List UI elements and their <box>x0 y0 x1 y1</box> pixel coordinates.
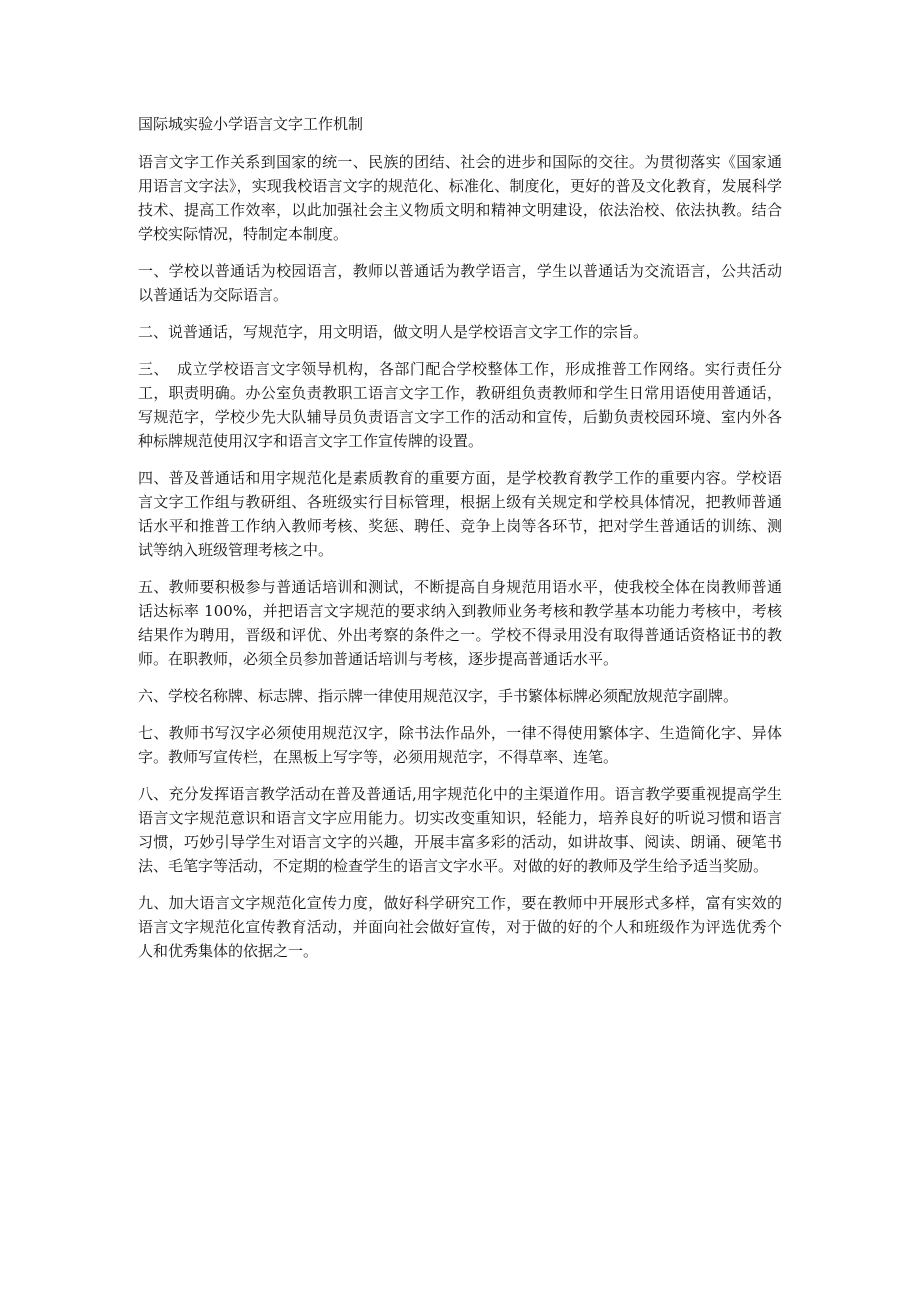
clause-4-paragraph: 四、普及普通话和用字规范化是素质教育的重要方面，是学校教育教学工作的重要内容。学校语言文字工作组与教研组、各班级实行目标管理，根据上级有关规定和学校具体情况，把教师普通话水平和推普工作纳入教师考核、奖惩、聘任、竞争上岗等各环节，把对学生普通话的训练、测试等纳入班级管理考核之中。 <box>138 469 782 559</box>
clause-3-paragraph: 三、 成立学校语言文字领导机构，各部门配合学校整体工作，形成推普工作网络。实行责任分工，职责明确。办公室负责教职工语言文字工作，教研组负责教师和学生日常用语使用普通话，写规范字，学校少先大队辅导员负责语言文字工作的活动和宣传，后勤负责校园环境、室内外各种标牌规范使用汉字和语言文字工作宣传牌的设置。 <box>138 360 782 450</box>
intro-paragraph: 语言文字工作关系到国家的统一、民族的团结、社会的进步和国际的交往。为贯彻落实《国家通用语言文字法》，实现我校语言文字的规范化、标准化、制度化，更好的普及文化教育，发展科学技术、提高工作效率，以此加强社会主义物质文明和精神文明建设，依法治校、依法执教。结合学校实际情况，特制定本制度。 <box>138 153 782 243</box>
document-title: 国际城实验小学语言文字工作机制 <box>138 115 364 133</box>
clause-9-paragraph: 九、加大语言文字规范化宣传力度，做好科学研究工作，要在教师中开展形式多样，富有实效的语言文字规范化宣传教育活动，并面向社会做好宣传，对于做的好的个人和班级作为评选优秀个人和优秀集体的依据之一。 <box>138 894 782 960</box>
document-page <box>138 112 782 976</box>
clause-1-paragraph: 一、学校以普通话为校园语言，教师以普通话为教学语言，学生以普通话为交流语言，公共活动以普通话为交际语言。 <box>138 262 782 304</box>
clause-8-paragraph: 八、充分发挥语言教学活动在普及普通话,用字规范化中的主渠道作用。语言教学要重视提高学生语言文字规范意识和语言文字应用能力。切实改变重知识，轻能力，培养良好的听说习惯和语言习惯，巧妙引导学生对语言文字的兴趣，开展丰富多彩的活动，如讲故事、阅读、朗诵、硬笔书法、毛笔字等活动，不定期的检查学生的语言文字水平。对做的好的教师及学生给予适当奖励。 <box>138 785 782 875</box>
clause-6-paragraph: 六、学校名称牌、标志牌、指示牌一律使用规范汉字，手书繁体标牌必须配放规范字副牌。 <box>138 687 739 705</box>
clause-7-paragraph: 七、教师书写汉字必须使用规范汉字，除书法作品外，一律不得使用繁体字、生造简化字、异体字。教师写宣传栏，在黑板上写字等，必须用规范字，不得草率、连笔。 <box>138 724 782 766</box>
clause-2-paragraph: 二、说普通话，写规范字，用文明语，做文明人是学校语言文字工作的宗旨。 <box>138 323 649 341</box>
clause-5-paragraph: 五、教师要积极参与普通话培训和测试，不断提高自身规范用语水平，使我校全体在岗教师普通话达标率 100%，并把语言文字规范的要求纳入到教师业务考核和教学基本功能力考核中，考核结果作为聘用，晋级和评优、外出考察的条件之一。学校不得录用没有取得普通话资格证书的教师。在职教师，必须全员参加普通话培训与考核，逐步提高普通话水平。 <box>138 578 782 668</box>
